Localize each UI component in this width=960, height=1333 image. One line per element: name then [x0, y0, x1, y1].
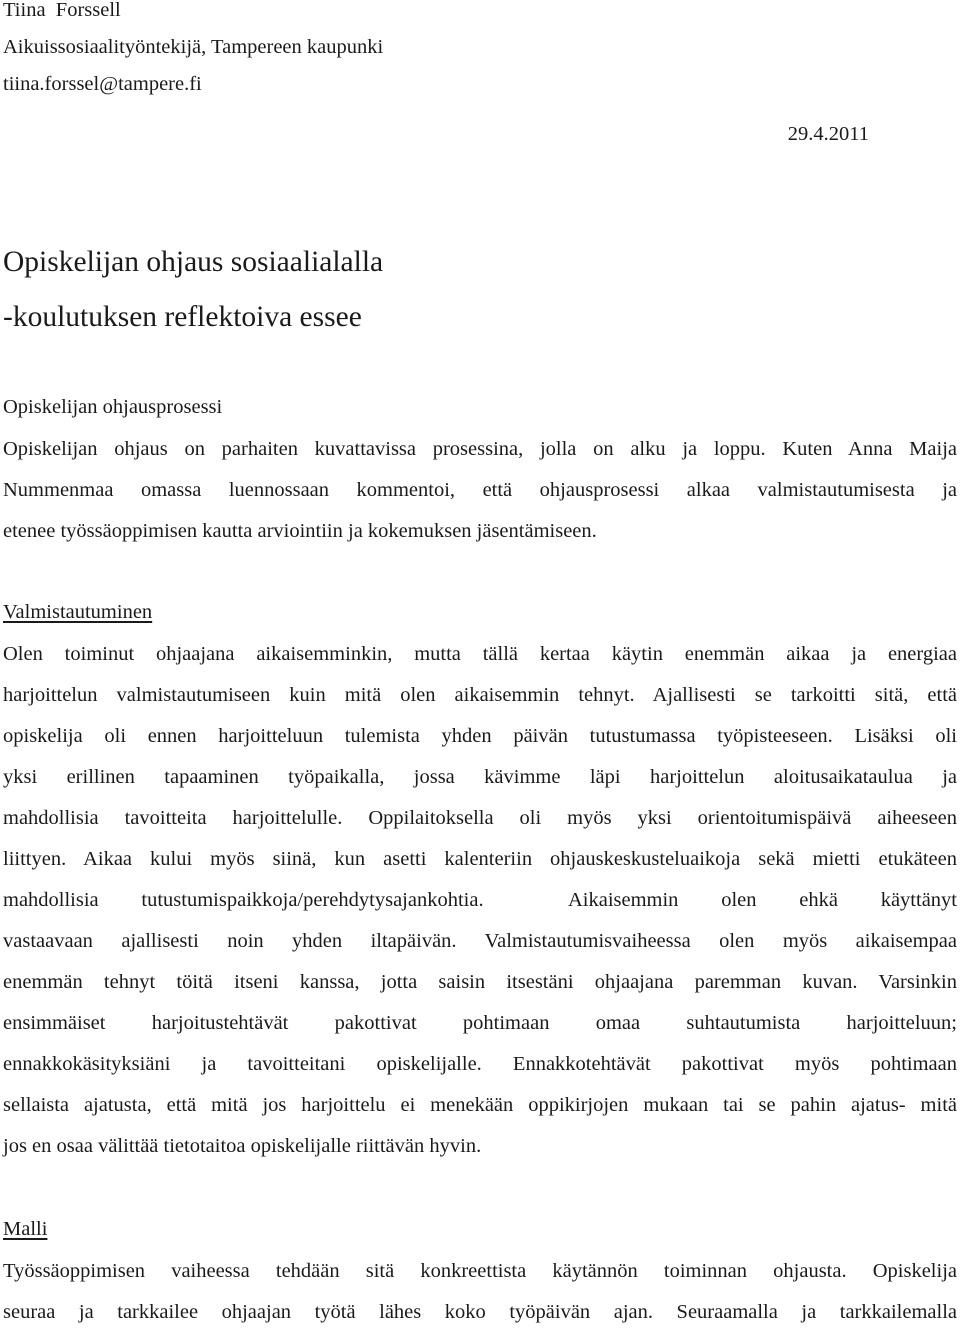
paragraph-ohjausprosessi [3, 429, 957, 552]
paragraph-line: sellaista ajatusta, että mitä jos harjoittelu ei menekään oppikirjojen mukaan tai se pahin ajatus- mitä [3, 1094, 957, 1116]
paragraph-line: vastaavaan ajallisesti noin yhden iltapäivän. Valmistautumisvaiheessa olen myös aikaisempaa [3, 930, 957, 952]
paragraph-line: Opiskelijan ohjaus on parhaiten kuvattavissa prosessina, jolla on alku ja loppu. Kuten Anna Maija [3, 438, 957, 460]
paragraph-line: opiskelija oli ennen harjoitteluun tulemista yhden päivän tutustumassa työpisteeseen. Lisäksi oli [3, 725, 957, 747]
author-name: Tiina Forssell [3, 0, 121, 21]
paragraph-line: enemmän tehnyt töitä itseni kanssa, jotta saisin itsestäni ohjaajana paremman kuvan. Varsinkin [3, 971, 957, 993]
title-line-2: -koulutuksen reflektoiva essee [3, 301, 362, 333]
paragraph-line: mahdollisia tutustumispaikkoja/perehdytysajankohtia. Aikaisemmin olen ehkä käyttänyt [3, 889, 957, 911]
paragraph-line: ennakkokäsityksiäni ja tavoitteitani opiskelijalle. Ennakkotehtävät pakottivat myös pohtimaan [3, 1053, 957, 1075]
paragraph-line: seuraa ja tarkkailee ohjaajan työtä lähes koko työpäivän ajan. Seuraamalla ja tarkkailemalla [3, 1301, 957, 1323]
paragraph-line: jos en osaa välittää tietotaitoa opiskelijalle riittävän hyvin. [3, 1135, 482, 1157]
section-heading-ohjausprosessi: Opiskelijan ohjausprosessi [3, 396, 223, 418]
author-email: tiina.forssel@tampere.fi [3, 73, 202, 95]
author-block [3, 0, 383, 103]
document-date: 29.4.2011 [787, 123, 869, 145]
section-heading-valmistautuminen: Valmistautuminen [3, 601, 153, 623]
paragraph-line: harjoittelun valmistautumiseen kuin mitä olen aikaisemmin tehnyt. Ajallisesti se tarkoitti sitä, että [3, 684, 957, 706]
paragraph-line: ensimmäiset harjoitustehtävät pakottivat pohtimaan omaa suhtautumista harjoitteluun; [3, 1012, 957, 1034]
paragraph-line: Olen toiminut ohjaajana aikaisemminkin, mutta tällä kertaa käytin enemmän aikaa ja energiaa [3, 643, 957, 665]
paragraph-line: Nummenmaa omassa luennossaan kommentoi, että ohjausprosessi alkaa valmistautumisesta ja [3, 479, 957, 501]
paragraph-line: yksi erillinen tapaaminen työpaikalla, jossa kävimme läpi harjoittelun aloitusaikataulua ja [3, 766, 957, 788]
paragraph-malli [3, 1251, 957, 1333]
section-heading-malli: Malli [3, 1218, 48, 1240]
paragraph-line: mahdollisia tavoitteita harjoittelulle. Oppilaitoksella oli myös yksi orientoitumispäivä aiheeseen [3, 807, 957, 829]
paragraph-line: liittyen. Aikaa kului myös siinä, kun asetti kalenteriin ohjauskeskusteluaikoja sekä mietti etukäteen [3, 848, 957, 870]
paragraph-valmistautuminen [3, 634, 957, 1167]
author-position: Aikuissosiaalityöntekijä, Tampereen kaupunki [3, 36, 384, 58]
title-line-1: Opiskelijan ohjaus sosiaalialalla [3, 246, 384, 278]
paragraph-line: Työssäoppimisen vaiheessa tehdään sitä konkreettista käytännön toiminnan ohjausta. Opiskelija [3, 1260, 957, 1282]
paragraph-line: etenee työssäoppimisen kautta arviointiin ja kokemuksen jäsentämiseen. [3, 520, 597, 542]
